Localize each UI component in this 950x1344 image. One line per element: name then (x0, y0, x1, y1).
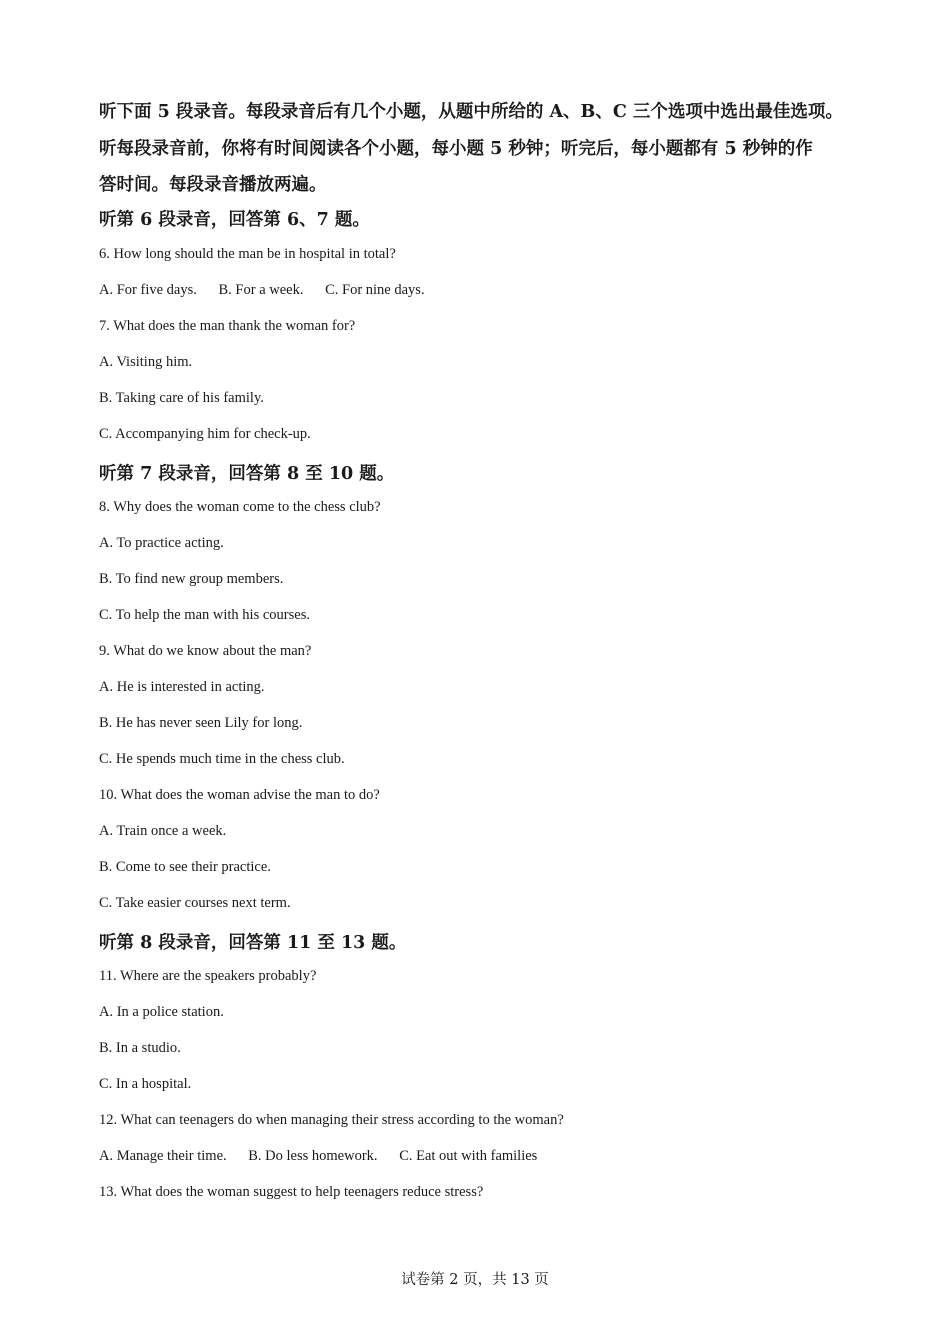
option-c: C. Take easier courses next term. (99, 895, 291, 911)
option-b: B. He has never seen Lily for long. (99, 715, 303, 731)
question-12: 12. What can teenagers do when managing their stress according to the woman? (99, 1112, 564, 1128)
question-8: 8. Why does the woman come to the chess club? (99, 499, 381, 515)
option-c: C. Accompanying him for check-up. (99, 426, 311, 442)
option-a: A. In a police station. (99, 1004, 224, 1020)
question-11: 11. Where are the speakers probably? (99, 968, 317, 984)
option-c: C. In a hospital. (99, 1076, 192, 1092)
option-b: B. In a studio. (99, 1040, 181, 1056)
listening-instructions (99, 94, 899, 204)
option-b: B. Do less homework. (248, 1148, 378, 1164)
option-a: A. To practice acting. (99, 535, 224, 551)
option-b: B. To find new group members. (99, 571, 284, 587)
option-a: A. Manage their time. (99, 1148, 227, 1164)
option-b: B. For a week. (218, 282, 304, 298)
option-a: A. He is interested in acting. (99, 679, 265, 695)
option-b: B. Come to see their practice. (99, 859, 271, 875)
option-a: A. Train once a week. (99, 823, 227, 839)
instruction-line: 答时间。每段录音播放两遍。 (99, 175, 327, 195)
option-c: C. He spends much time in the chess club. (99, 751, 345, 767)
question-12-options (99, 1148, 537, 1165)
instruction-line: 听下面 5 段录音。每段录音后有几个小题，从题中所给的 A、B、C 三个选项中选出最佳选项。 (99, 102, 843, 122)
option-a: A. For five days. (99, 282, 197, 298)
question-10: 10. What does the woman advise the man to do? (99, 787, 380, 803)
question-6: 6. How long should the man be in hospital in total? (99, 246, 396, 262)
section-heading-recording-6: 听第 6 段录音，回答第 6、7 题。 (99, 210, 370, 230)
section-heading-recording-7: 听第 7 段录音，回答第 8 至 10 题。 (99, 464, 395, 484)
option-c: C. Eat out with families (399, 1148, 538, 1164)
question-13: 13. What does the woman suggest to help teenagers reduce stress? (99, 1184, 484, 1200)
instruction-line: 听每段录音前，你将有时间阅读各个小题，每小题 5 秒钟；听完后，每小题都有 5 秒钟的作 (99, 138, 813, 159)
option-b: B. Taking care of his family. (99, 390, 264, 406)
option-c: C. For nine days. (325, 282, 425, 298)
question-7: 7. What does the man thank the woman for? (99, 318, 356, 334)
page-footer: 试卷第 2 页，共 13 页 (401, 1272, 549, 1288)
question-9: 9. What do we know about the man? (99, 643, 312, 659)
section-heading-recording-8: 听第 8 段录音，回答第 11 至 13 题。 (99, 933, 407, 953)
question-6-options (99, 282, 425, 299)
option-c: C. To help the man with his courses. (99, 607, 310, 623)
option-a: A. Visiting him. (99, 354, 193, 370)
